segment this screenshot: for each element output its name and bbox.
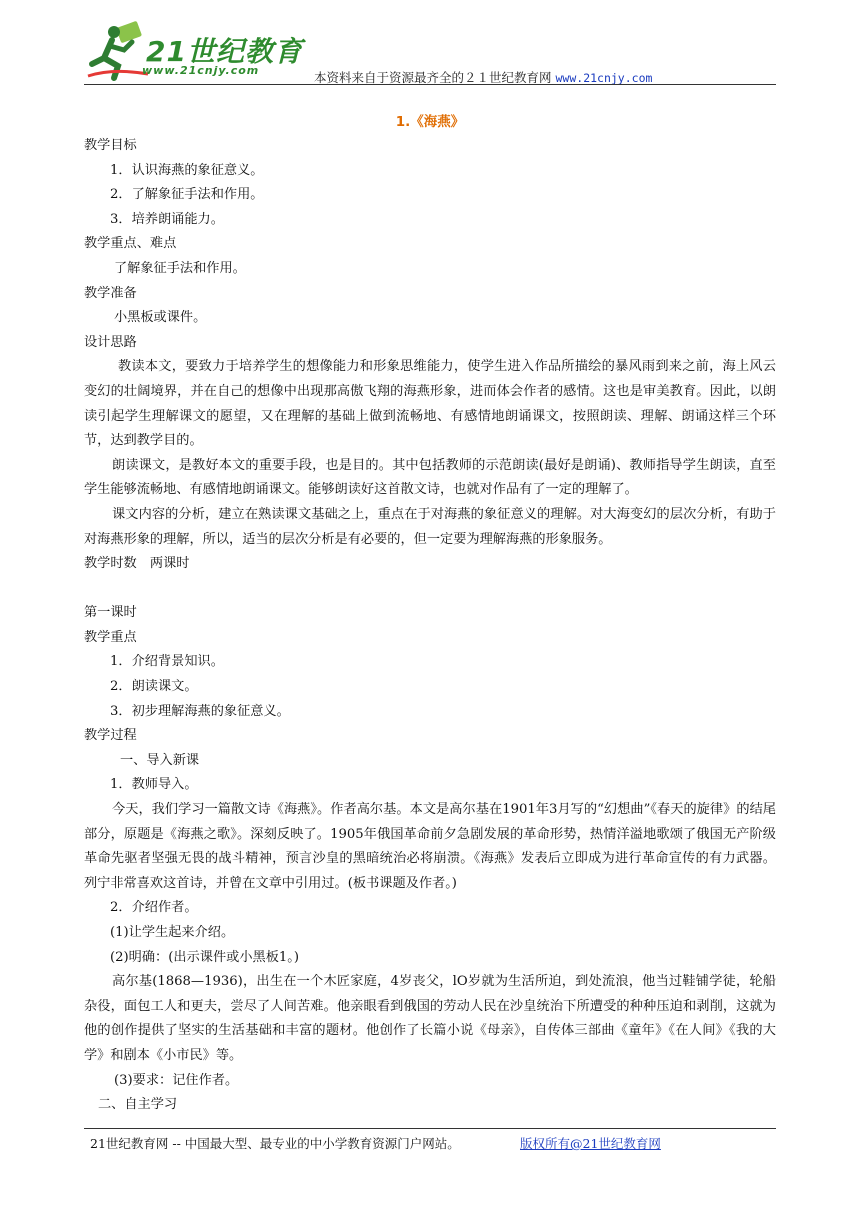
- design-paragraph-2: 朗读课文，是教好本文的重要手段，也是目的。其中包括教师的示范朗读(最好是朗诵)、教师指导学生朗读，直至学生能够流畅地、有感情地朗诵课文。能够朗读好这首散文诗，也就对作品有了一定的理解了。: [84, 457, 776, 498]
- teaching-hours: 教学时数 两课时: [84, 556, 190, 572]
- process-step-1: 一、导入新课: [120, 752, 200, 768]
- key-point-item: 了解象征手法和作用。: [114, 260, 246, 276]
- sub-item-1: (1)让学生起来介绍。: [110, 925, 235, 940]
- document-body: [84, 110, 776, 1118]
- focus-item-1: 1．介绍背景知识。: [110, 654, 224, 670]
- sub-item-2: (2)明确：(出示课件或小黑板1。): [110, 949, 300, 965]
- footer-divider: [84, 1128, 776, 1129]
- author-paragraph: 高尔基(1868—1936)，出生在一个木匠家庭，4岁丧父，lO岁就为生活所迫，到处流浪，他当过鞋铺学徒，轮船杂役，面包工人和更夫，尝尽了人间苦难。他亲眼看到俄国的劳动人民在沙皇统治下所遭受的种种压迫和剥削，这就为他的创作提供了坚实的生活基础和丰富的题材。他创作了长篇小说《母亲》，自传体三部曲《童年》《在人间》《我的大学》和剧本《小市民》等。: [84, 974, 776, 1063]
- header-source-text: 本资料来自于资源最齐全的２１世纪教育网: [314, 70, 552, 85]
- focus-item-3: 3．初步理解海燕的象征意义。: [110, 703, 290, 719]
- logo-url: www.21cnjy.com: [142, 64, 260, 77]
- lesson-heading: 第一课时: [84, 605, 137, 621]
- page-footer: [84, 1128, 776, 1151]
- section-heading-design: 设计思路: [84, 334, 137, 350]
- header-divider: [84, 84, 776, 85]
- footer-text: 21世纪教育网 -- 中国最大型、最专业的中小学教育资源门户网站。: [90, 1136, 460, 1151]
- section-heading-preparation: 教学准备: [84, 285, 137, 301]
- copyright-link[interactable]: 版权所有@21世纪教育网: [520, 1136, 661, 1151]
- section-heading-process: 教学过程: [84, 728, 137, 744]
- process-substep-1: 1．教师导入。: [110, 777, 198, 793]
- preparation-item: 小黑板或课件。: [114, 310, 207, 326]
- logo-title: 21世纪教育: [146, 35, 303, 68]
- process-substep-2: 2．介绍作者。: [110, 900, 198, 916]
- document-title: 1.《海燕》: [395, 114, 465, 130]
- intro-paragraph: 今天，我们学习一篇散文诗《海燕》。作者高尔基。本文是高尔基在1901年3月写的“幻想曲”《春天的旋律》的结尾部分，原题是《海燕之歌》。深刻反映了。1905年俄国革命前夕急剧发展的革命形势，热情洋溢地歌颂了俄国无产阶级革命先驱者坚强无畏的战斗精神，预言沙皇的黑暗统治必将崩溃。《海燕》发表后立即成为进行革命宣传的有力武器。列宁非常喜欢这首诗，并曾在文章中引用过。(板书课题及作者。): [84, 802, 776, 891]
- goal-item-3: 3．培养朗诵能力。: [110, 211, 224, 227]
- focus-item-2: 2．朗读课文。: [110, 679, 198, 695]
- process-step-2: 二、自主学习: [98, 1097, 178, 1113]
- page-header: [84, 18, 776, 84]
- design-paragraph-3: 课文内容的分析，建立在熟读课文基础之上，重点在于对海燕的象征意义的理解。对大海变幻的层次分析，有助于对海燕形象的理解，所以，适当的层次分析是有必要的，但一定要为理解海燕的形象服务。: [84, 506, 776, 547]
- section-heading-key-points: 教学重点、难点: [84, 236, 177, 252]
- section-heading-goals: 教学目标: [84, 138, 137, 153]
- goal-item-2: 2．了解象征手法和作用。: [110, 187, 264, 203]
- header-source-link[interactable]: www.21cnjy.com: [555, 71, 653, 85]
- section-heading-focus: 教学重点: [84, 629, 137, 645]
- goal-item-1: 1．认识海燕的象征意义。: [110, 162, 264, 178]
- site-logo[interactable]: [84, 18, 304, 82]
- sub-item-3: (3)要求：记住作者。: [114, 1072, 239, 1088]
- spacer: [84, 577, 776, 602]
- design-paragraph-1: 教读本文，要致力于培养学生的想像能力和形象思维能力，使学生进入作品所描绘的暴风雨到来之前，海上风云变幻的壮阔境界，并在自己的想像中出现那高傲飞翔的海燕形象，进而体会作者的感情。这也是审美教育。因此，以朗读引起学生理解课文的愿望，又在理解的基础上做到流畅地、有感情地朗诵课文，按照朗读、理解、朗诵这样三个环节，达到教学目的。: [84, 359, 776, 449]
